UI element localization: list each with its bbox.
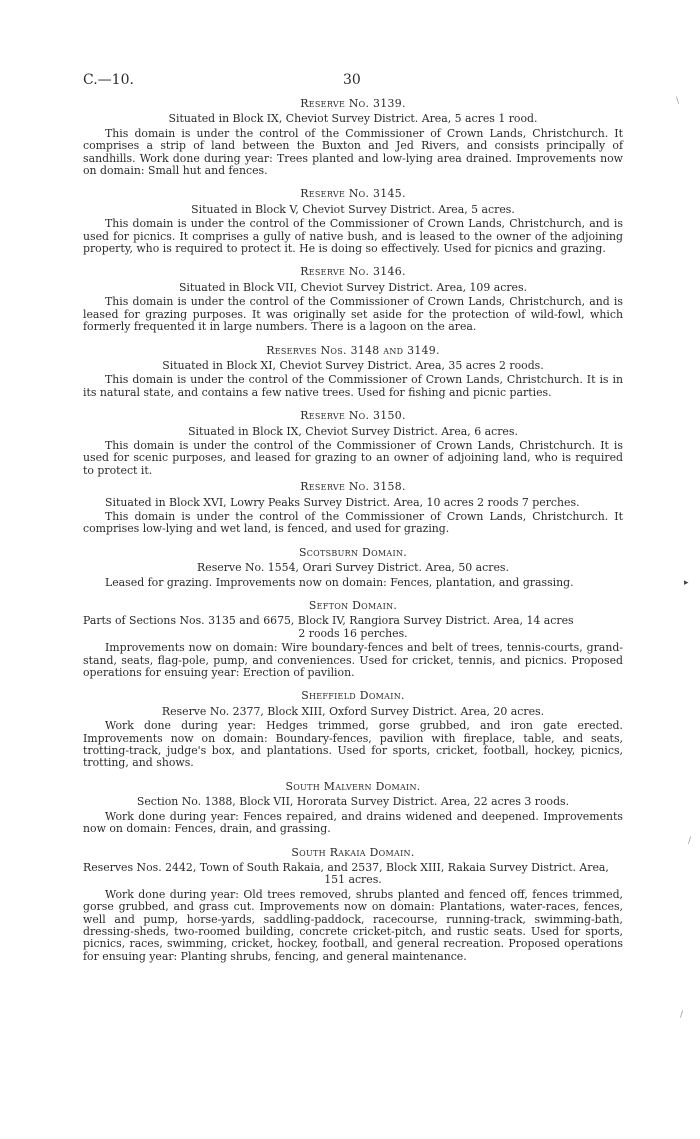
section-reserves-3148-3149: [83, 345, 623, 400]
section-paragraph: This domain is under the control of the Commissioner of Crown Lands, Christchurch. It is used for scenic purposes, and leased for grazing to an owner of adjoining land, who is required to protect it.: [83, 438, 623, 477]
section-location: Reserves Nos. 2442, Town of South Rakaia, and 2537, Block XIII, Rakaia Survey District. Area,: [83, 860, 609, 874]
section-reserve-3145: [83, 188, 623, 255]
scan-mark: ▸: [684, 578, 689, 588]
section-reserve-3139: [83, 98, 623, 177]
section-heading: Reserves Nos. 3148 and 3149.: [266, 343, 440, 357]
scan-mark: /: [688, 836, 692, 846]
section-location: Situated in Block IX, Cheviot Survey District. Area, 5 acres 1 rood.: [168, 112, 538, 126]
section-heading: South Rakaia Domain.: [291, 845, 415, 859]
page-number: 30: [343, 72, 361, 88]
section-location: Situated in Block XVI, Lowry Peaks Survey District. Area, 10 acres 2 roods 7 perches.: [105, 495, 580, 509]
section-heading: Sheffield Domain.: [301, 689, 405, 703]
section-heading: Reserve No. 3158.: [300, 480, 406, 494]
document-body: [83, 98, 623, 974]
page-header: [83, 72, 623, 90]
section-location: Reserve No. 1554, Orari Survey District. Area, 50 acres.: [197, 561, 509, 575]
section-location: Situated in Block V, Cheviot Survey District. Area, 5 acres.: [191, 202, 515, 216]
section-reserve-3158: [83, 481, 623, 536]
section-location: Parts of Sections Nos. 3135 and 6675, Block IV, Rangiora Survey District. Area, 14 acres: [83, 614, 574, 628]
section-paragraph: This domain is under the control of the Commissioner of Crown Lands, Christchurch, and is leased for grazing purposes. It was originally set aside for the protection of wild-fowl, which formerly frequented it in large numbers. There is a lagoon on the area.: [83, 295, 623, 334]
section-paragraph: This domain is under the control of the Commissioner of Crown Lands, Christchurch, and is used for picnics. It comprises a gully of native bush, and is leased to the owner of the adjoining property, who is required to protect it. He is doing so effectively. Used for picnics and grazing.: [83, 217, 623, 256]
section-location: Section No. 1388, Block VII, Hororata Survey District. Area, 22 acres 3 roods.: [136, 795, 570, 809]
section-paragraph: This domain is under the control of the Commissioner of Crown Lands, Christchurch. It comprises low-lying and wet land, is fenced, and used for grazing.: [83, 509, 623, 536]
section-paragraph: This domain is under the control of the Commissioner of Crown Lands, Christchurch. It is in its natural state, and contains a few native trees. Used for fishing and picnic parties.: [83, 373, 623, 399]
section-south-rakaia-domain: [83, 847, 623, 964]
section-paragraph: Leased for grazing. Improvements now on domain: Fences, plantation, and grassing.: [105, 575, 574, 589]
section-paragraph: Work done during year: Fences repaired, and drains widened and deepened. Improvements now on domain: Fences, drain, and grassing.: [83, 809, 623, 836]
section-location: Situated in Block IX, Cheviot Survey District. Area, 6 acres.: [188, 424, 518, 438]
section-paragraph: Work done during year: Hedges trimmed, gorse grubbed, and iron gate erected. Improvements now on domain: Boundary-fences, pavilion with fireplace, table, and seats, trotting-track, judge's box, and plantations. Used for sports, cricket, football, hockey, picnics, trotting, and shows.: [83, 719, 623, 770]
section-heading: Reserve No. 3146.: [300, 265, 406, 279]
section-south-malvern-domain: [83, 781, 623, 836]
section-sefton-domain: [83, 600, 623, 679]
section-location: Reserve No. 2377, Block XIII, Oxford Survey District. Area, 20 acres.: [161, 704, 545, 718]
section-reserve-3146: [83, 266, 623, 333]
scan-mark: \: [676, 96, 680, 106]
section-scotsburn-domain: [83, 547, 623, 589]
section-reserve-3150: [83, 410, 623, 477]
section-heading: Reserve No. 3150.: [300, 409, 406, 423]
section-paragraph: Improvements now on domain: Wire boundary-fences and belt of trees, tennis-courts, grand-stand, seats, flag-pole, pump, and conveniences. Used for cricket, tennis, and picnics. Proposed operations for ensuing year: Erection of pavilion.: [83, 641, 623, 680]
section-heading: South Malvern Domain.: [285, 779, 421, 793]
section-location: Situated in Block XI, Cheviot Survey District. Area, 35 acres 2 roods.: [162, 358, 544, 372]
section-heading: Sefton Domain.: [308, 599, 398, 612]
scan-mark: /: [680, 1010, 684, 1020]
section-paragraph: Work done during year: Old trees removed, shrubs planted and fenced off, fences trimmed, gorse grubbed, and grass cut. Improvements now on domain: Plantations, water-races, fences, well and pump, horse-yards, saddling-paddock, racecourse, running-track, swimming-bath, dressing-sheds, two-roomed building, concrete cricket-pitch, and rustic seats. Used for sports, picnics, races, swimming, cricket, hockey, football, and general recreation. Proposed operations for ensuing year: Planting shrubs, fencing, and general maintenance.: [83, 887, 623, 963]
section-location: Situated in Block VII, Cheviot Survey District. Area, 109 acres.: [178, 280, 528, 294]
section-heading: Scotsburn Domain.: [298, 545, 408, 559]
section-location-continued: 151 acres.: [324, 873, 382, 887]
document-reference: C.—10.: [83, 72, 134, 88]
section-heading: Reserve No. 3145.: [300, 187, 406, 201]
section-sheffield-domain: [83, 690, 623, 769]
section-location-continued: 2 roods 16 perches.: [298, 626, 408, 640]
section-paragraph: This domain is under the control of the Commissioner of Crown Lands, Christchurch. It comprises a strip of land between the Buxton and Jed Rivers, and consists principally of sandhills. Work done during year: Trees planted and low-lying area drained. Improvements now on domain: Small hut and fences.: [83, 126, 623, 178]
section-heading: Reserve No. 3139.: [300, 97, 406, 110]
